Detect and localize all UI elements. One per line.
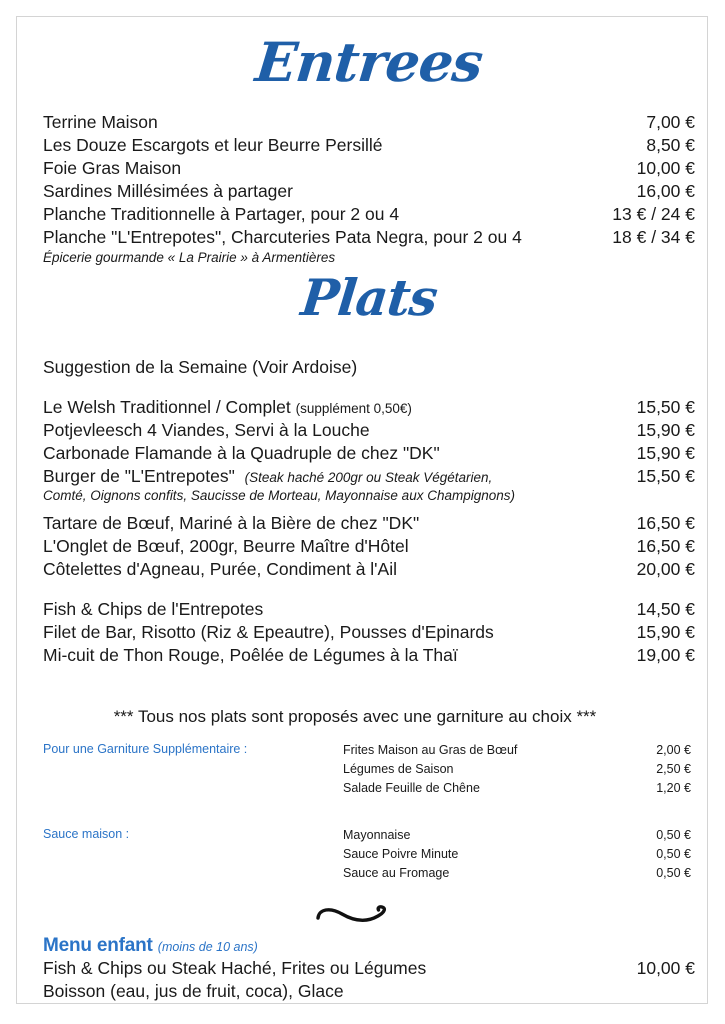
menu-item-row (43, 465, 695, 488)
entrees-footnote: Épicerie gourmande « La Prairie » à Armentières (43, 249, 336, 265)
item-price: 18 € / 34 € (612, 226, 695, 247)
garniture-extras-list (343, 741, 695, 798)
menu-item-row (43, 226, 695, 249)
extras-price: 0,50 € (656, 847, 691, 862)
item-title: Burger de "L'Entrepotes" (43, 465, 235, 486)
item-name: Planche Traditionnelle à Partager, pour 2 ou 4 (43, 203, 400, 224)
item-note: (supplément 0,50€) (295, 400, 412, 416)
extras-price: 1,20 € (656, 781, 691, 796)
garniture-extras-block (43, 741, 695, 798)
extras-row (343, 864, 691, 883)
item-price: 15,90 € (636, 419, 695, 440)
plats-meat-list (43, 396, 695, 488)
section-heading-entrees: Entrees (252, 30, 486, 94)
plats-meat-list-2 (43, 512, 695, 581)
item-price: 19,00 € (636, 645, 695, 666)
item-name: Fish & Chips de l'Entrepotes (43, 599, 264, 620)
item-name (43, 465, 492, 488)
extras-row (343, 826, 691, 845)
item-price: 8,50 € (646, 134, 695, 155)
sauce-label: Sauce maison : (43, 827, 130, 842)
item-price: 13 € / 24 € (612, 203, 695, 224)
item-price: 15,90 € (636, 442, 695, 463)
item-price: 16,00 € (636, 180, 695, 201)
menu-item-row (43, 535, 695, 558)
item-price: 20,00 € (636, 558, 695, 579)
menu-item-row (43, 134, 695, 157)
kids-menu-title (43, 935, 695, 957)
extras-name: Salade Feuille de Chêne (343, 781, 480, 796)
menu-item-row (43, 644, 695, 667)
item-price: 10,00 € (636, 157, 695, 178)
item-name: Mi-cuit de Thon Rouge, Poêlée de Légumes à la Thaï (43, 645, 458, 666)
item-price: 15,50 € (636, 465, 695, 486)
menu-item-row (43, 157, 695, 180)
extras-name: Frites Maison au Gras de Bœuf (343, 743, 518, 758)
menu-item-row (43, 598, 695, 621)
extras-price: 0,50 € (656, 828, 691, 843)
extras-name: Sauce au Fromage (343, 866, 450, 881)
item-name: Foie Gras Maison (43, 157, 182, 178)
menu-item-row (43, 512, 695, 535)
item-name: Les Douze Escargots et leur Beurre Persillé (43, 134, 383, 155)
item-name: Boisson (eau, jus de fruit, coca), Glace (43, 981, 344, 1002)
garniture-extras-label: Pour une Garniture Supplémentaire : (43, 742, 248, 757)
item-name: Tartare de Bœuf, Mariné à la Bière de chez "DK" (43, 512, 420, 533)
garniture-banner: *** Tous nos plats sont proposés avec une garniture au choix *** (113, 707, 597, 727)
item-name (43, 396, 412, 419)
item-price: 16,50 € (636, 512, 695, 533)
extras-price: 0,50 € (656, 866, 691, 881)
divider-ornament (43, 901, 695, 935)
kids-menu-label: Menu enfant (43, 935, 153, 957)
extras-name: Sauce Poivre Minute (343, 847, 459, 862)
item-note: (Steak haché 200gr ou Steak Végétarien, (244, 469, 493, 485)
menu-page (16, 16, 708, 1004)
menu-item-row (43, 180, 695, 203)
menu-item-row (43, 203, 695, 226)
menu-item-row (43, 980, 695, 1003)
burger-description-line2: Comté, Oignons confits, Saucisse de Morteau, Mayonnaise aux Champignons) (43, 488, 515, 504)
extras-row (343, 741, 691, 760)
item-price: 16,50 € (636, 535, 695, 556)
plats-fish-list (43, 598, 695, 667)
menu-item-row (43, 621, 695, 644)
item-price: 14,50 € (636, 599, 695, 620)
item-name: Filet de Bar, Risotto (Riz & Epeautre), Pousses d'Epinards (43, 622, 494, 643)
kids-menu-list (43, 957, 695, 1003)
item-price: 15,90 € (636, 622, 695, 643)
item-title: Le Welsh Traditionnel / Complet (43, 396, 291, 417)
menu-item-row (43, 957, 695, 980)
swirl-tilde-icon (312, 901, 398, 931)
item-price: 10,00 € (636, 958, 695, 979)
item-name: Carbonade Flamande à la Quadruple de chez "DK" (43, 442, 440, 463)
entrees-list (43, 111, 695, 249)
sauce-list (343, 826, 695, 883)
extras-price: 2,00 € (656, 743, 691, 758)
extras-row (343, 779, 691, 798)
extras-row (343, 760, 691, 779)
item-name: Potjevleesch 4 Viandes, Servi à la Louche (43, 419, 370, 440)
item-name: L'Onglet de Bœuf, 200gr, Beurre Maître d'Hôtel (43, 535, 409, 556)
item-name: Fish & Chips ou Steak Haché, Frites ou Légumes (43, 958, 427, 979)
menu-item-row (43, 419, 695, 442)
item-name: Planche "L'Entrepotes", Charcuteries Pata Negra, pour 2 ou 4 (43, 226, 522, 247)
menu-item-row (43, 558, 695, 581)
section-heading-plats: Plats (298, 267, 440, 327)
menu-item-row (43, 111, 695, 134)
extras-price: 2,50 € (656, 762, 691, 777)
item-name: Sardines Millésimées à partager (43, 180, 293, 201)
kids-menu-age: (moins de 10 ans) (157, 940, 258, 955)
menu-item-row (43, 442, 695, 465)
item-name: Terrine Maison (43, 112, 158, 132)
extras-name: Mayonnaise (343, 828, 411, 843)
sauce-block (43, 826, 695, 883)
extras-name: Légumes de Saison (343, 762, 454, 777)
weekly-suggestion: Suggestion de la Semaine (Voir Ardoise) (43, 356, 358, 377)
menu-content (17, 30, 707, 1004)
extras-row (343, 845, 691, 864)
item-name: Côtelettes d'Agneau, Purée, Condiment à l'Ail (43, 558, 397, 579)
item-price: 7,00 € (646, 112, 695, 132)
item-price: 15,50 € (636, 396, 695, 417)
menu-item-row (43, 396, 695, 419)
